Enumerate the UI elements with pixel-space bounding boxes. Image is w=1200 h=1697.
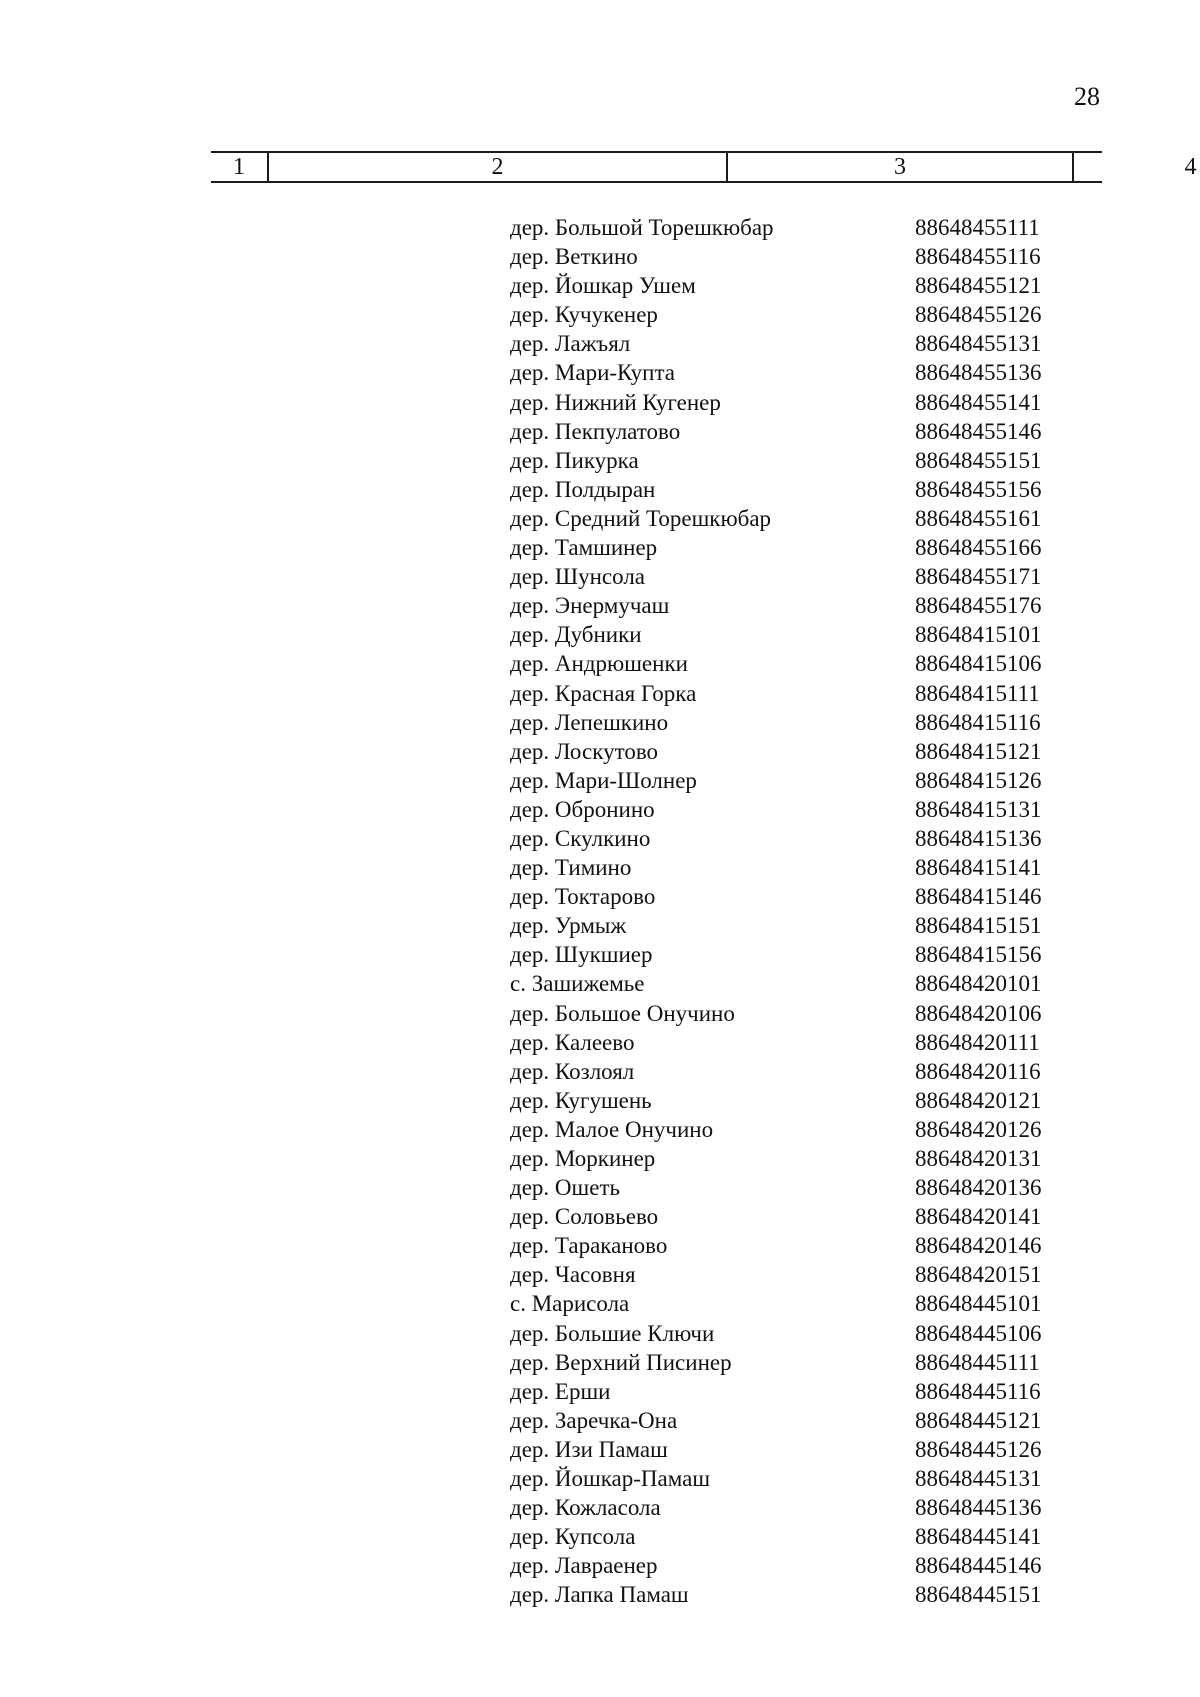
settlement-name: дер. Большой Торешкюбар <box>510 215 774 240</box>
table-row <box>510 853 1070 882</box>
table-row <box>510 1289 1070 1318</box>
oktmo-code: 88648420126 <box>915 1116 1042 1142</box>
table-row <box>510 999 1070 1028</box>
oktmo-code: 88648420131 <box>915 1146 1042 1171</box>
settlement-name: дер. Средний Торешкюбар <box>510 505 772 531</box>
column-header-1: 1 <box>211 153 269 181</box>
settlement-name: дер. Дубники <box>510 622 642 648</box>
settlement-name: дер. Кожласола <box>510 1495 661 1521</box>
table-row <box>510 969 1070 998</box>
table-row <box>510 737 1070 766</box>
table-row <box>510 1086 1070 1115</box>
oktmo-code: 88648420141 <box>915 1204 1042 1230</box>
oktmo-code: 88648420116 <box>915 1058 1041 1084</box>
oktmo-code: 88648455126 <box>915 302 1042 328</box>
settlement-name: дер. Тимино <box>510 855 632 881</box>
table-row <box>510 1493 1070 1522</box>
oktmo-code: 88648455176 <box>915 593 1042 619</box>
oktmo-code: 88648445141 <box>915 1524 1042 1550</box>
column-header-2: 2 <box>269 153 728 181</box>
oktmo-code: 88648420136 <box>915 1175 1042 1201</box>
table-row <box>510 504 1070 533</box>
settlement-name: дер. Лавраенер <box>510 1553 658 1579</box>
table-row <box>510 1464 1070 1493</box>
oktmo-code: 88648420121 <box>915 1087 1042 1113</box>
settlement-name: дер. Малое Онучино <box>510 1116 714 1142</box>
oktmo-code: 88648415151 <box>915 913 1042 939</box>
table-row <box>510 417 1070 446</box>
settlement-name: дер. Токтарово <box>510 884 656 910</box>
settlement-name: дер. Лажъял <box>510 331 631 357</box>
oktmo-code: 88648455161 <box>915 505 1042 531</box>
settlement-name: дер. Верхний Писинер <box>510 1349 732 1375</box>
settlement-name: дер. Красная Горка <box>510 680 697 706</box>
table-row <box>510 358 1070 387</box>
table-row <box>510 533 1070 562</box>
oktmo-code: 88648445106 <box>915 1320 1042 1346</box>
oktmo-code: 88648455111 <box>915 215 1040 240</box>
oktmo-code: 88648420151 <box>915 1262 1042 1288</box>
settlement-name: дер. Лоскутово <box>510 738 659 764</box>
settlement-name: дер. Полдыран <box>510 476 656 502</box>
oktmo-code: 88648415156 <box>915 942 1042 968</box>
table-row <box>510 795 1070 824</box>
oktmo-code: 88648445131 <box>915 1466 1042 1492</box>
table-row <box>510 213 1070 242</box>
settlement-name: дер. Веткино <box>510 244 638 270</box>
table-row <box>510 882 1070 911</box>
table-row <box>510 242 1070 271</box>
oktmo-code: 88648415136 <box>915 825 1042 851</box>
page-number: 28 <box>1074 82 1100 111</box>
table-row <box>510 329 1070 358</box>
table-row <box>510 1260 1070 1289</box>
table-row <box>510 1057 1070 1086</box>
table-row <box>510 911 1070 940</box>
oktmo-code: 88648455146 <box>915 418 1042 444</box>
settlement-name: дер. Ерши <box>510 1378 611 1404</box>
table-row <box>510 1028 1070 1057</box>
oktmo-code: 88648455171 <box>915 564 1042 590</box>
table-row <box>510 1406 1070 1435</box>
table-row <box>510 271 1070 300</box>
settlement-name: дер. Нижний Кугенер <box>510 389 721 415</box>
settlement-name: дер. Лепешкино <box>510 709 669 735</box>
column-header-3: 3 <box>728 153 1074 181</box>
settlement-name: дер. Козлоял <box>510 1058 635 1084</box>
oktmo-code: 88648455131 <box>915 331 1042 357</box>
settlement-name: дер. Лапка Памаш <box>510 1582 689 1608</box>
settlement-name: дер. Тамшинер <box>510 535 658 561</box>
settlement-name: дер. Шукшиер <box>510 942 653 968</box>
settlement-name: дер. Заречка-Она <box>510 1407 678 1433</box>
oktmo-code: 88648455166 <box>915 535 1042 561</box>
settlement-name: дер. Шунсола <box>510 564 646 590</box>
oktmo-code: 88648415146 <box>915 884 1042 910</box>
oktmo-code: 88648415101 <box>915 622 1042 648</box>
table-row <box>510 1377 1070 1406</box>
table-row <box>510 1435 1070 1464</box>
oktmo-code: 88648415121 <box>915 738 1042 764</box>
oktmo-code: 88648455141 <box>915 389 1042 415</box>
oktmo-code: 88648445136 <box>915 1495 1042 1521</box>
settlement-name: дер. Тараканово <box>510 1233 668 1259</box>
table-row <box>510 1551 1070 1580</box>
table-row <box>510 1173 1070 1202</box>
settlement-name: дер. Кучукенер <box>510 302 658 328</box>
oktmo-code: 88648445101 <box>915 1291 1042 1317</box>
settlement-name: дер. Пикурка <box>510 447 639 473</box>
settlement-name: дер. Изи Памаш <box>510 1436 668 1462</box>
oktmo-code: 88648420106 <box>915 1000 1042 1026</box>
table-row <box>510 591 1070 620</box>
oktmo-code: 88648445146 <box>915 1553 1042 1579</box>
oktmo-code: 88648415116 <box>915 709 1041 735</box>
settlement-name: дер. Мари-Купта <box>510 360 675 386</box>
oktmo-code: 88648415106 <box>915 651 1042 677</box>
table-row <box>510 1144 1070 1173</box>
table-row <box>510 1580 1070 1609</box>
table-row <box>510 620 1070 649</box>
table-row <box>510 708 1070 737</box>
table-row <box>510 300 1070 329</box>
settlement-name: с. Марисола <box>510 1291 630 1317</box>
settlement-name: дер. Ошеть <box>510 1175 620 1201</box>
oktmo-code: 88648455156 <box>915 476 1042 502</box>
table-row <box>510 766 1070 795</box>
oktmo-code: 88648415111 <box>915 680 1040 706</box>
column-header-4: 4 <box>1184 154 1197 180</box>
settlement-name: дер. Обронино <box>510 796 655 822</box>
settlement-list <box>510 213 1070 1610</box>
table-row <box>510 649 1070 678</box>
settlement-name: дер. Соловьево <box>510 1204 659 1230</box>
oktmo-code: 88648455136 <box>915 360 1042 386</box>
oktmo-code: 88648445126 <box>915 1436 1042 1462</box>
settlement-name: дер. Большое Онучино <box>510 1000 735 1026</box>
settlement-name: дер. Скулкино <box>510 825 651 851</box>
settlement-name: дер. Часовня <box>510 1262 636 1288</box>
settlement-name: дер. Купсола <box>510 1524 636 1550</box>
oktmo-code: 88648445111 <box>915 1349 1040 1375</box>
settlement-name: дер. Андрюшенки <box>510 651 688 677</box>
oktmo-code: 88648455121 <box>915 273 1042 299</box>
settlement-name: дер. Большие Ключи <box>510 1320 715 1346</box>
settlement-name: дер. Йошкар-Памаш <box>510 1466 711 1492</box>
table-row <box>510 1522 1070 1551</box>
table-row <box>510 1319 1070 1348</box>
settlement-name: дер. Пекпулатово <box>510 418 681 444</box>
settlement-name: дер. Энермучаш <box>510 593 670 619</box>
oktmo-code: 88648420111 <box>915 1029 1040 1055</box>
settlement-name: дер. Калеево <box>510 1029 635 1055</box>
oktmo-code: 88648445121 <box>915 1407 1042 1433</box>
table-row <box>510 446 1070 475</box>
settlement-name: дер. Йошкар Ушем <box>510 273 696 299</box>
column-header-row <box>211 151 1197 183</box>
oktmo-code: 88648420146 <box>915 1233 1042 1259</box>
table-row <box>510 940 1070 969</box>
oktmo-code: 88648415126 <box>915 767 1042 793</box>
settlement-name: с. Зашижемье <box>510 971 645 997</box>
table-row <box>510 1202 1070 1231</box>
oktmo-code: 88648415131 <box>915 796 1042 822</box>
table-row <box>510 1231 1070 1260</box>
table-row <box>510 1115 1070 1144</box>
settlement-name: дер. Урмыж <box>510 913 627 939</box>
oktmo-code: 88648445116 <box>915 1378 1041 1404</box>
oktmo-code: 88648415141 <box>915 855 1042 881</box>
table-row <box>510 679 1070 708</box>
table-row <box>510 475 1070 504</box>
oktmo-code: 88648445151 <box>915 1582 1042 1608</box>
settlement-name: дер. Мари-Шолнер <box>510 767 697 793</box>
settlement-name: дер. Моркинер <box>510 1146 656 1171</box>
table-row <box>510 562 1070 591</box>
table-row <box>510 388 1070 417</box>
table-row <box>510 1348 1070 1377</box>
settlement-name: дер. Кугушень <box>510 1087 652 1113</box>
oktmo-code: 88648455116 <box>915 244 1041 270</box>
table-row <box>510 824 1070 853</box>
oktmo-code: 88648455151 <box>915 447 1042 473</box>
oktmo-code: 88648420101 <box>915 971 1042 997</box>
